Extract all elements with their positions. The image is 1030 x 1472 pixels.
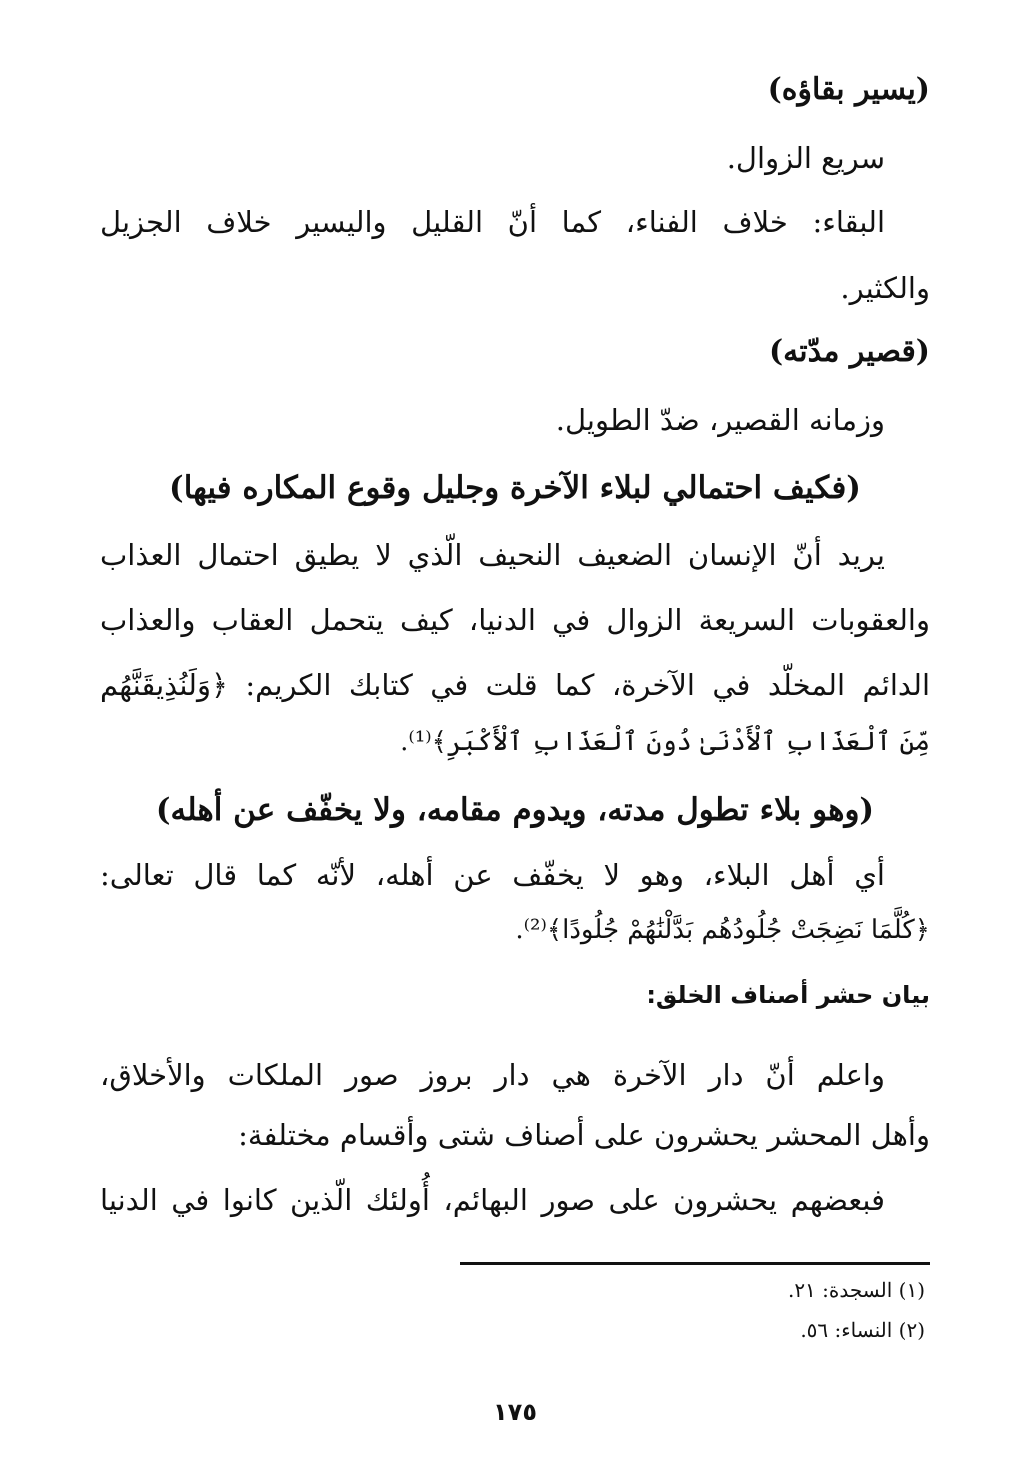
line: البقاء: خلاف الفناء، كما أنّ القليل واليسير خلاف الجزيل — [100, 205, 885, 239]
line: أي أهل البلاء، وهو لا يخفّف عن أهله، لأنّه كما قال تعالى: — [100, 858, 885, 892]
quran-verse: ﴿كُلَّمَا نَضِجَتْ جُلُودُهُم بَدَّلْنَٰهُمْ جُلُودًا﴾⁽²⁾. — [515, 915, 930, 945]
line: واعلم أنّ دار الآخرة هي دار بروز صور الملكات والأخلاق، — [100, 1058, 885, 1092]
page-number: ١٧٥ — [493, 1398, 537, 1426]
line: سريع الزوال. — [726, 141, 885, 175]
footnote-divider — [460, 1262, 930, 1265]
line: وزمانه القصير، ضدّ الطويل. — [555, 403, 885, 437]
line-heading-4: (وهو بلاء تطول مدته، ويدوم مقامه، ولا يخفّف عن أهله) — [155, 792, 875, 828]
footnote-2: (٢) النساء: ٥٦. — [800, 1318, 925, 1342]
footnote-1: (١) السجدة: ٢١. — [787, 1278, 925, 1302]
line: يريد أنّ الإنسان الضعيف النحيف الّذي لا يطيق احتمال العذاب — [100, 538, 885, 572]
line-heading-1: (يسير بقاؤه) — [767, 72, 930, 107]
line-heading-2: (قصير مدّته) — [768, 334, 930, 369]
line: والعقوبات السريعة الزوال في الدنيا، كيف يتحمل العقاب والعذاب — [100, 603, 930, 637]
line-heading-3: (فكيف احتمالي لبلاء الآخرة وجليل وقوع المكاره فيها) — [169, 470, 861, 506]
section-heading: بيان حشر أصناف الخلق: — [646, 981, 930, 1009]
line: الدائم المخلّد في الآخرة، كما قلت في كتابك الكريم: ﴿وَلَنُذِيقَنَّهُم — [100, 668, 930, 702]
line: فبعضهم يحشرون على صور البهائم، أُولئك الّذين كانوا في الدنيا — [100, 1183, 885, 1217]
quran-verse: مِّنَ ٱلْعَذَابِ ٱلْأَدْنَىٰ دُونَ ٱلْعَذَابِ ٱلْأَكْبَرِ﴾⁽¹⁾. — [400, 727, 930, 757]
line: والكثير. — [840, 271, 930, 305]
line: وأهل المحشر يحشرون على أصناف شتى وأقسام مختلفة: — [238, 1118, 930, 1152]
